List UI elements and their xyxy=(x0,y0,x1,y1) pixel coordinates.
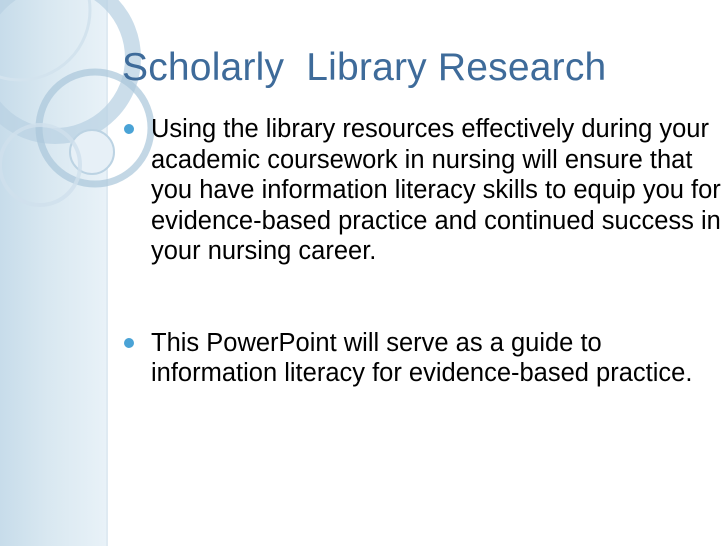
decorative-ring-large xyxy=(0,0,133,136)
slide-title: Scholarly Library Research xyxy=(122,46,607,89)
decorative-ring-thin xyxy=(0,0,90,80)
bullet-item xyxy=(122,328,722,389)
bullet-dot-icon xyxy=(124,338,134,348)
bullet-text: This PowerPoint will serve as a guide to information literacy for evidence-based practice. xyxy=(151,328,693,387)
bullet-list xyxy=(122,114,722,389)
bullet-text: Using the library resources effectively during your academic coursework in nursing will ensure that you have information literacy skills to equip you for evidence-based practice and continued success in your nursing career. xyxy=(151,115,721,265)
bullet-dot-icon xyxy=(124,124,134,134)
bullet-item xyxy=(122,114,722,267)
